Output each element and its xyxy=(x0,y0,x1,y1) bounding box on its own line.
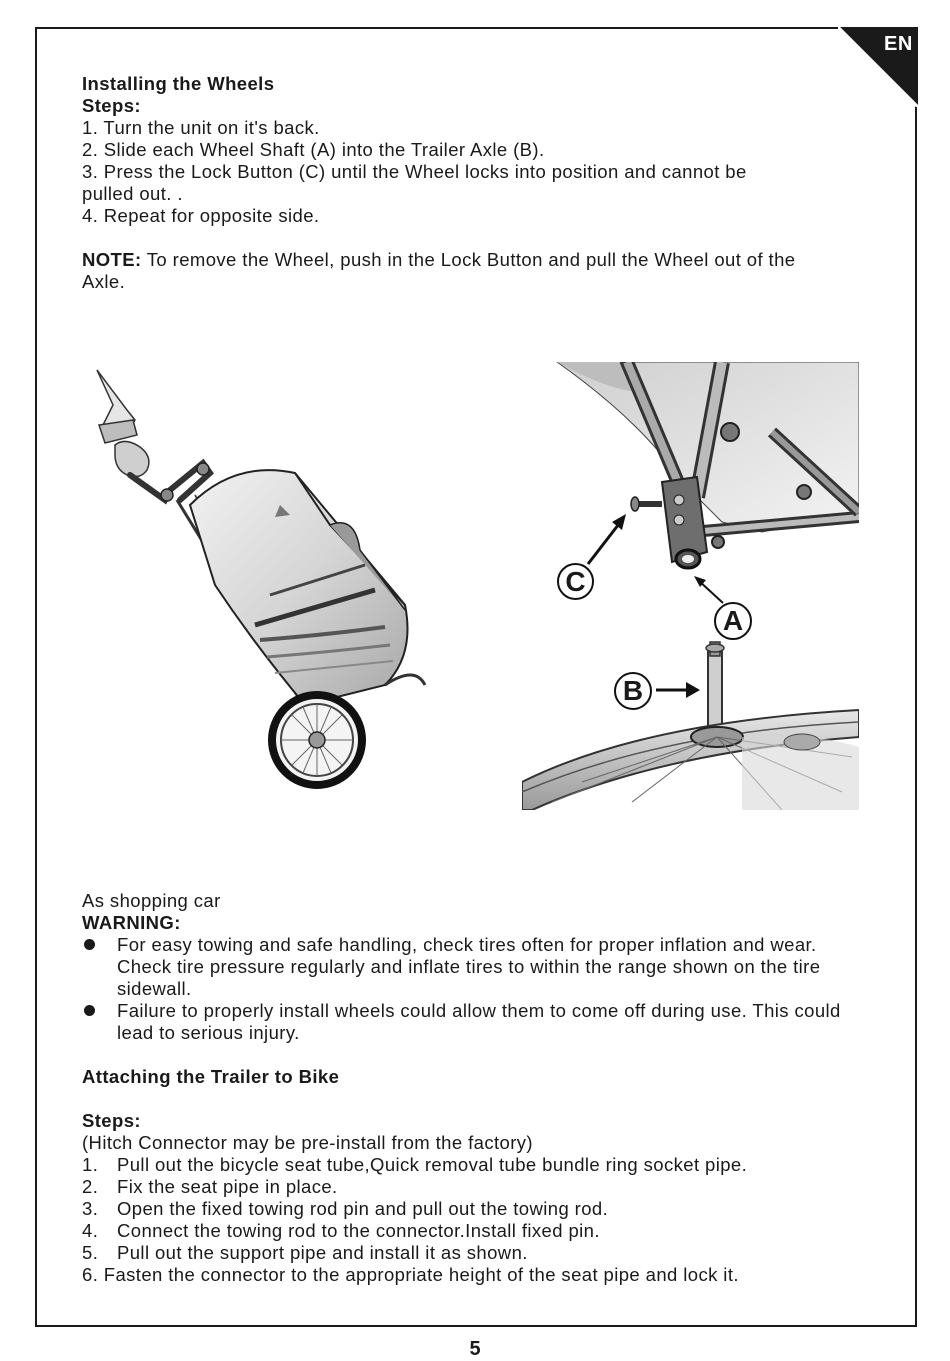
callout-a: A xyxy=(714,602,752,640)
attach-step-2: 2. Fix the seat pipe in place. xyxy=(82,1176,338,1197)
shopping-cart-illustration xyxy=(85,365,435,795)
note-text: To remove the Wheel, push in the Lock Button and pull the Wheel out of the xyxy=(141,249,796,270)
wheels-step-3: 3. Press the Lock Button (C) until the Wheel locks into position and cannot be xyxy=(82,161,747,182)
attach-step-6: 6. Fasten the connector to the appropriate height of the seat pipe and lock it. xyxy=(82,1264,739,1285)
wheels-section xyxy=(82,73,872,293)
attach-step-5: 5. Pull out the support pipe and install it as shown. xyxy=(82,1242,528,1263)
note-text-cont: Axle. xyxy=(82,271,126,292)
wheels-step-3-cont: pulled out. . xyxy=(82,183,183,204)
bullet-icon xyxy=(84,1005,95,1016)
attach-step-3: 3. Open the fixed towing rod pin and pull out the towing rod. xyxy=(82,1198,609,1219)
attach-steps-label: Steps: xyxy=(82,1110,141,1131)
attach-title: Attaching the Trailer to Bike xyxy=(82,1066,340,1087)
callout-c: C xyxy=(557,563,594,600)
attach-step-1: 1. Pull out the bicycle seat tube,Quick removal tube bundle ring socket pipe. xyxy=(82,1154,748,1175)
wheels-step-4: 4. Repeat for opposite side. xyxy=(82,205,320,226)
wheels-step-2: 2. Slide each Wheel Shaft (A) into the Trailer Axle (B). xyxy=(82,139,545,160)
attach-step-4: 4. Connect the towing rod to the connector.Install fixed pin. xyxy=(82,1220,600,1241)
wheels-steps-label: Steps: xyxy=(82,95,141,116)
callout-b: B xyxy=(614,672,652,710)
wheels-note xyxy=(82,249,872,271)
warning-label: WARNING: xyxy=(82,912,181,933)
note-label: NOTE: xyxy=(82,249,142,270)
shopping-section xyxy=(82,890,872,934)
language-label: EN xyxy=(884,33,913,55)
attach-intro: (Hitch Connector may be pre-install from the factory) xyxy=(82,1132,533,1153)
bullet-icon xyxy=(84,939,95,950)
attach-section xyxy=(82,1066,872,1154)
page-number: 5 xyxy=(469,1338,481,1360)
warning-text-2: Failure to properly install wheels could allow them to come off during use. This could lead to serious injury. xyxy=(117,1000,841,1043)
wheels-step-1: 1. Turn the unit on it's back. xyxy=(82,117,320,138)
wheels-title: Installing the Wheels xyxy=(82,73,275,94)
shopping-caption: As shopping car xyxy=(82,890,221,911)
warning-text-1: For easy towing and safe handling, check tires often for proper inflation and wear. Check tire pressure regularly and inflate tires to within the range shown on the tire sidewall. xyxy=(117,934,821,999)
